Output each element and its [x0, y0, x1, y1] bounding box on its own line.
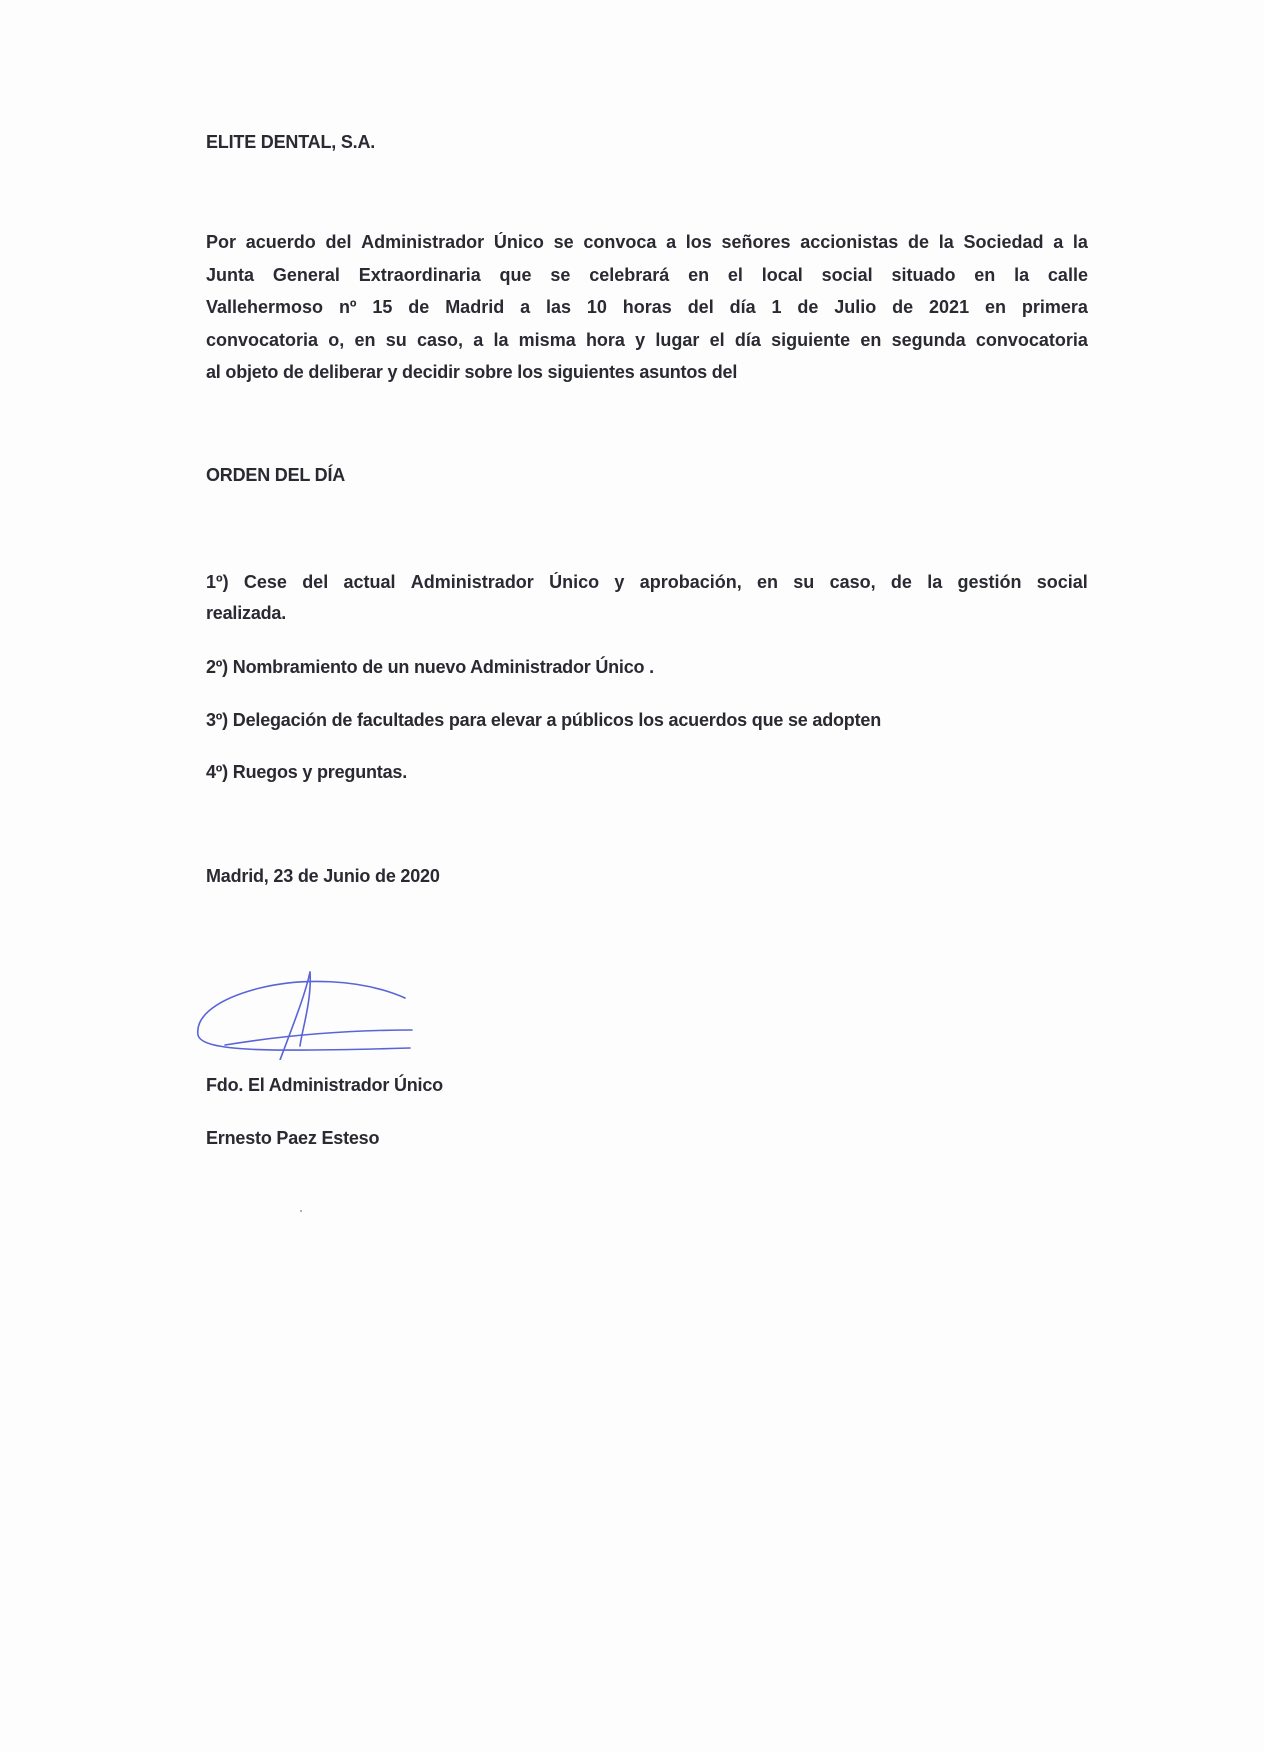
agenda-item-1-cont: realizada. [206, 603, 287, 623]
word: convocatoria [206, 330, 319, 350]
word: convoca [583, 232, 657, 252]
word: caso, [416, 330, 463, 350]
word: Madrid [445, 297, 505, 317]
word: situado [891, 265, 956, 285]
word: 2021 [929, 297, 970, 317]
word: su [385, 330, 407, 350]
word: 15 [372, 297, 393, 317]
signature [190, 960, 430, 1060]
intro-line [206, 265, 1088, 286]
word: el [727, 265, 743, 285]
scan-speck [300, 1210, 302, 1212]
word: convocatoria [975, 330, 1088, 350]
word: en [354, 330, 376, 350]
word: social [821, 265, 873, 285]
intro-line: al objeto de deliberar y decidir sobre los siguientes asuntos del [206, 362, 738, 382]
word: segunda [891, 330, 966, 350]
word: su [793, 572, 815, 592]
word: caso, [829, 572, 876, 592]
word: Por [206, 232, 237, 252]
word: se [550, 265, 571, 285]
word: la [493, 330, 509, 350]
word: a [473, 330, 484, 350]
word: a [520, 297, 531, 317]
word: de [797, 297, 819, 317]
place-date: Madrid, 23 de Junio de 2020 [206, 866, 440, 886]
word: en [688, 265, 710, 285]
company-name: ELITE DENTAL, S.A. [206, 132, 376, 152]
word: del [687, 297, 714, 317]
agenda-item-3: 3º) Delegación de facultades para elevar a públicos los acuerdos que se adopten [206, 710, 882, 730]
word: Julio [834, 297, 877, 317]
word: misma [518, 330, 576, 350]
word: calle [1047, 265, 1088, 285]
word: día [734, 330, 761, 350]
word: y [614, 572, 625, 592]
word: y [635, 330, 646, 350]
word: horas [622, 297, 672, 317]
word: General [272, 265, 340, 285]
agenda-item-4: 4º) Ruegos y preguntas. [206, 762, 408, 782]
intro-line [206, 330, 1088, 351]
word: local [761, 265, 803, 285]
word: en [984, 297, 1006, 317]
word: día [729, 297, 756, 317]
word: Administrador [410, 572, 534, 592]
word: acuerdo [245, 232, 316, 252]
word: del [302, 572, 329, 592]
word: Único [493, 232, 544, 252]
word: Vallehermoso [206, 297, 324, 317]
word: de [890, 572, 912, 592]
word: la [927, 572, 943, 592]
word: del [325, 232, 352, 252]
word: 10 [586, 297, 607, 317]
word: accionistas [800, 232, 899, 252]
word: lugar [655, 330, 700, 350]
word: a [666, 232, 677, 252]
word: aprobación, [639, 572, 742, 592]
word: o, [328, 330, 345, 350]
word: celebrará [589, 265, 670, 285]
word: la [1072, 232, 1088, 252]
word: en [756, 572, 778, 592]
agenda-item-1 [206, 572, 1088, 593]
word: de [908, 232, 930, 252]
word: de [408, 297, 430, 317]
word: en [860, 330, 882, 350]
word: a [1053, 232, 1064, 252]
word: social [1036, 572, 1088, 592]
word: primera [1021, 297, 1088, 317]
word: la [1014, 265, 1030, 285]
intro-line [206, 297, 1088, 318]
word: en [974, 265, 996, 285]
word: nº [338, 297, 357, 317]
word: siguiente [771, 330, 851, 350]
word: Junta [206, 265, 255, 285]
word: Cese [243, 572, 287, 592]
word: se [553, 232, 574, 252]
word: hora [585, 330, 625, 350]
word: actual [343, 572, 396, 592]
word: el [709, 330, 725, 350]
agenda-item-2: 2º) Nombramiento de un nuevo Administrador Único . [206, 657, 654, 677]
word: que [499, 265, 532, 285]
signatory-role: Fdo. El Administrador Único [206, 1075, 443, 1095]
word: 1º) [206, 572, 229, 592]
word: Único [549, 572, 600, 592]
word: Sociedad [963, 232, 1044, 252]
word: 1 [771, 297, 782, 317]
word: las [545, 297, 571, 317]
word: de [892, 297, 914, 317]
word: los [685, 232, 712, 252]
word: Administrador [361, 232, 485, 252]
agenda-title: ORDEN DEL DÍA [206, 465, 346, 485]
word: gestión [957, 572, 1022, 592]
word: la [938, 232, 954, 252]
intro-line [206, 232, 1088, 253]
word: señores [721, 232, 791, 252]
signatory-name: Ernesto Paez Esteso [206, 1128, 380, 1148]
word: Extraordinaria [358, 265, 481, 285]
